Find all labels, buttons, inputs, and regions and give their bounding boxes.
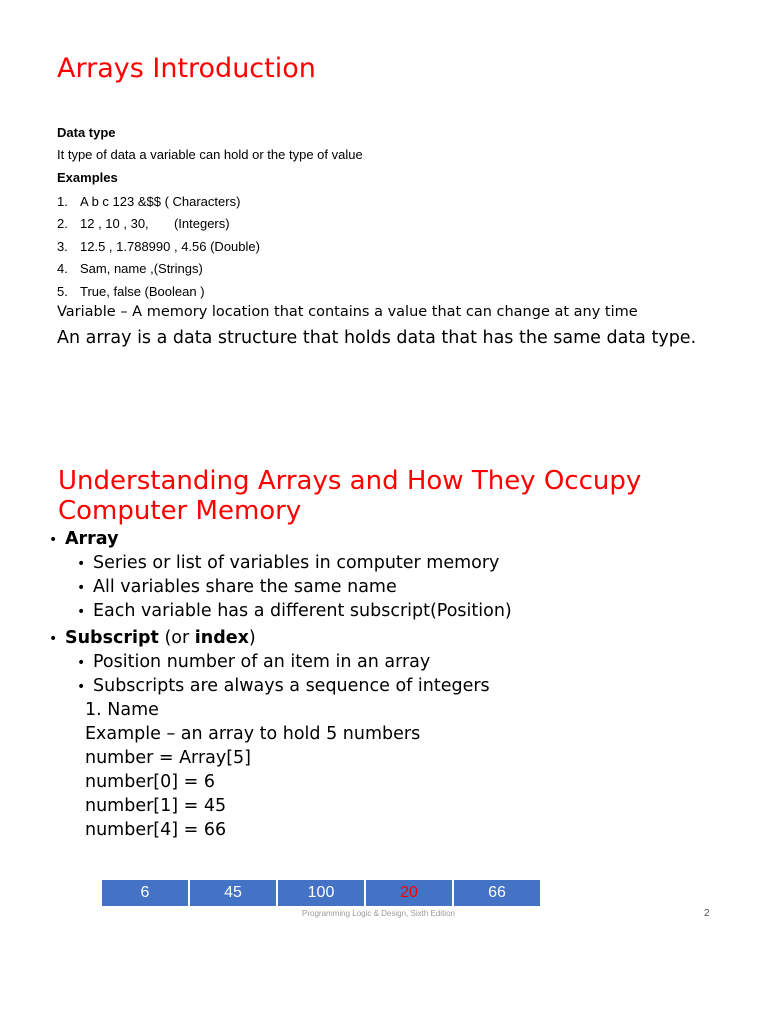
list-text: A b c 123 &$$ ( Characters)	[80, 194, 241, 209]
list-number: 5.	[57, 283, 68, 299]
array-cell: 20	[365, 880, 453, 906]
bullet-icon: •	[49, 532, 58, 548]
page-number: 2	[704, 908, 710, 919]
data-type-description: It type of data a variable can hold or the type of value	[57, 147, 363, 162]
bullet-icon: •	[77, 655, 86, 671]
list-text: True, false (Boolean )	[80, 283, 205, 299]
sub-bullet-text: Subscripts are always a sequence of integers	[93, 676, 490, 696]
section-title: Understanding Arrays and How They Occupy Computer Memory	[58, 466, 642, 526]
array-cell: 66	[453, 880, 540, 906]
sub-bullet	[49, 551, 512, 575]
examples-label: Examples	[57, 170, 118, 185]
array-cell: 100	[277, 880, 365, 906]
sub-bullet-text: Position number of an item in an array	[93, 652, 431, 672]
list-item	[57, 236, 260, 258]
example-line: number[4] = 66	[85, 820, 227, 840]
subscript-or: (or	[158, 628, 195, 648]
bullet-icon: •	[77, 580, 86, 596]
slide-title: Arrays Introduction	[57, 53, 316, 84]
list-item	[57, 213, 260, 235]
example-line: 1. Name	[85, 700, 159, 720]
list-item	[57, 191, 260, 213]
array-term: Array	[65, 529, 119, 549]
example-line: number[0] = 6	[85, 772, 216, 792]
example-line: Example – an array to hold 5 numbers	[85, 724, 421, 744]
sub-bullet	[49, 650, 512, 674]
bullet-icon: •	[77, 604, 86, 620]
sub-bullet-text: All variables share the same name	[93, 577, 397, 597]
sub-bullet	[49, 674, 512, 698]
list-text: 12 , 10 , 30, (Integers)	[80, 216, 230, 232]
table-row	[102, 880, 540, 906]
sub-bullet	[49, 575, 512, 599]
variable-definition: Variable – A memory location that contains a value that can change at any time	[57, 304, 638, 320]
list-text: 12.5 , 1.788990 , 4.56 (Double)	[80, 238, 260, 254]
bullet-list	[49, 527, 512, 842]
bullet-icon: •	[49, 631, 58, 647]
list-number: 2.	[57, 216, 68, 232]
array-cell: 45	[189, 880, 277, 906]
footer-text: Programming Logic & Design, Sixth Edition	[302, 909, 455, 918]
sub-bullet	[49, 599, 512, 623]
subscript-close: )	[248, 628, 256, 648]
bullet-array	[49, 527, 512, 551]
list-number: 4.	[57, 261, 68, 277]
array-definition: An array is a data structure that holds data that has the same data type.	[57, 328, 697, 348]
example-line: number = Array[5]	[85, 748, 252, 768]
examples-list	[57, 191, 260, 303]
list-number: 3.	[57, 238, 68, 254]
array-table	[102, 880, 540, 906]
sub-bullet-text: Series or list of variables in computer memory	[93, 553, 500, 573]
list-text: Sam, name ,(Strings)	[80, 261, 203, 277]
list-number: 1.	[57, 194, 68, 209]
bullet-icon: •	[77, 679, 86, 695]
sub-bullet-text: Each variable has a different subscript(Position)	[93, 601, 512, 621]
array-cell: 6	[102, 880, 189, 906]
subscript-term: Subscript	[65, 628, 159, 648]
bullet-subscript	[49, 626, 512, 650]
list-item	[57, 258, 260, 280]
data-type-label: Data type	[57, 125, 116, 140]
bullet-icon: •	[77, 556, 86, 572]
index-term: index	[194, 628, 249, 648]
example-line: number[1] = 45	[85, 796, 227, 816]
list-item	[57, 281, 260, 303]
